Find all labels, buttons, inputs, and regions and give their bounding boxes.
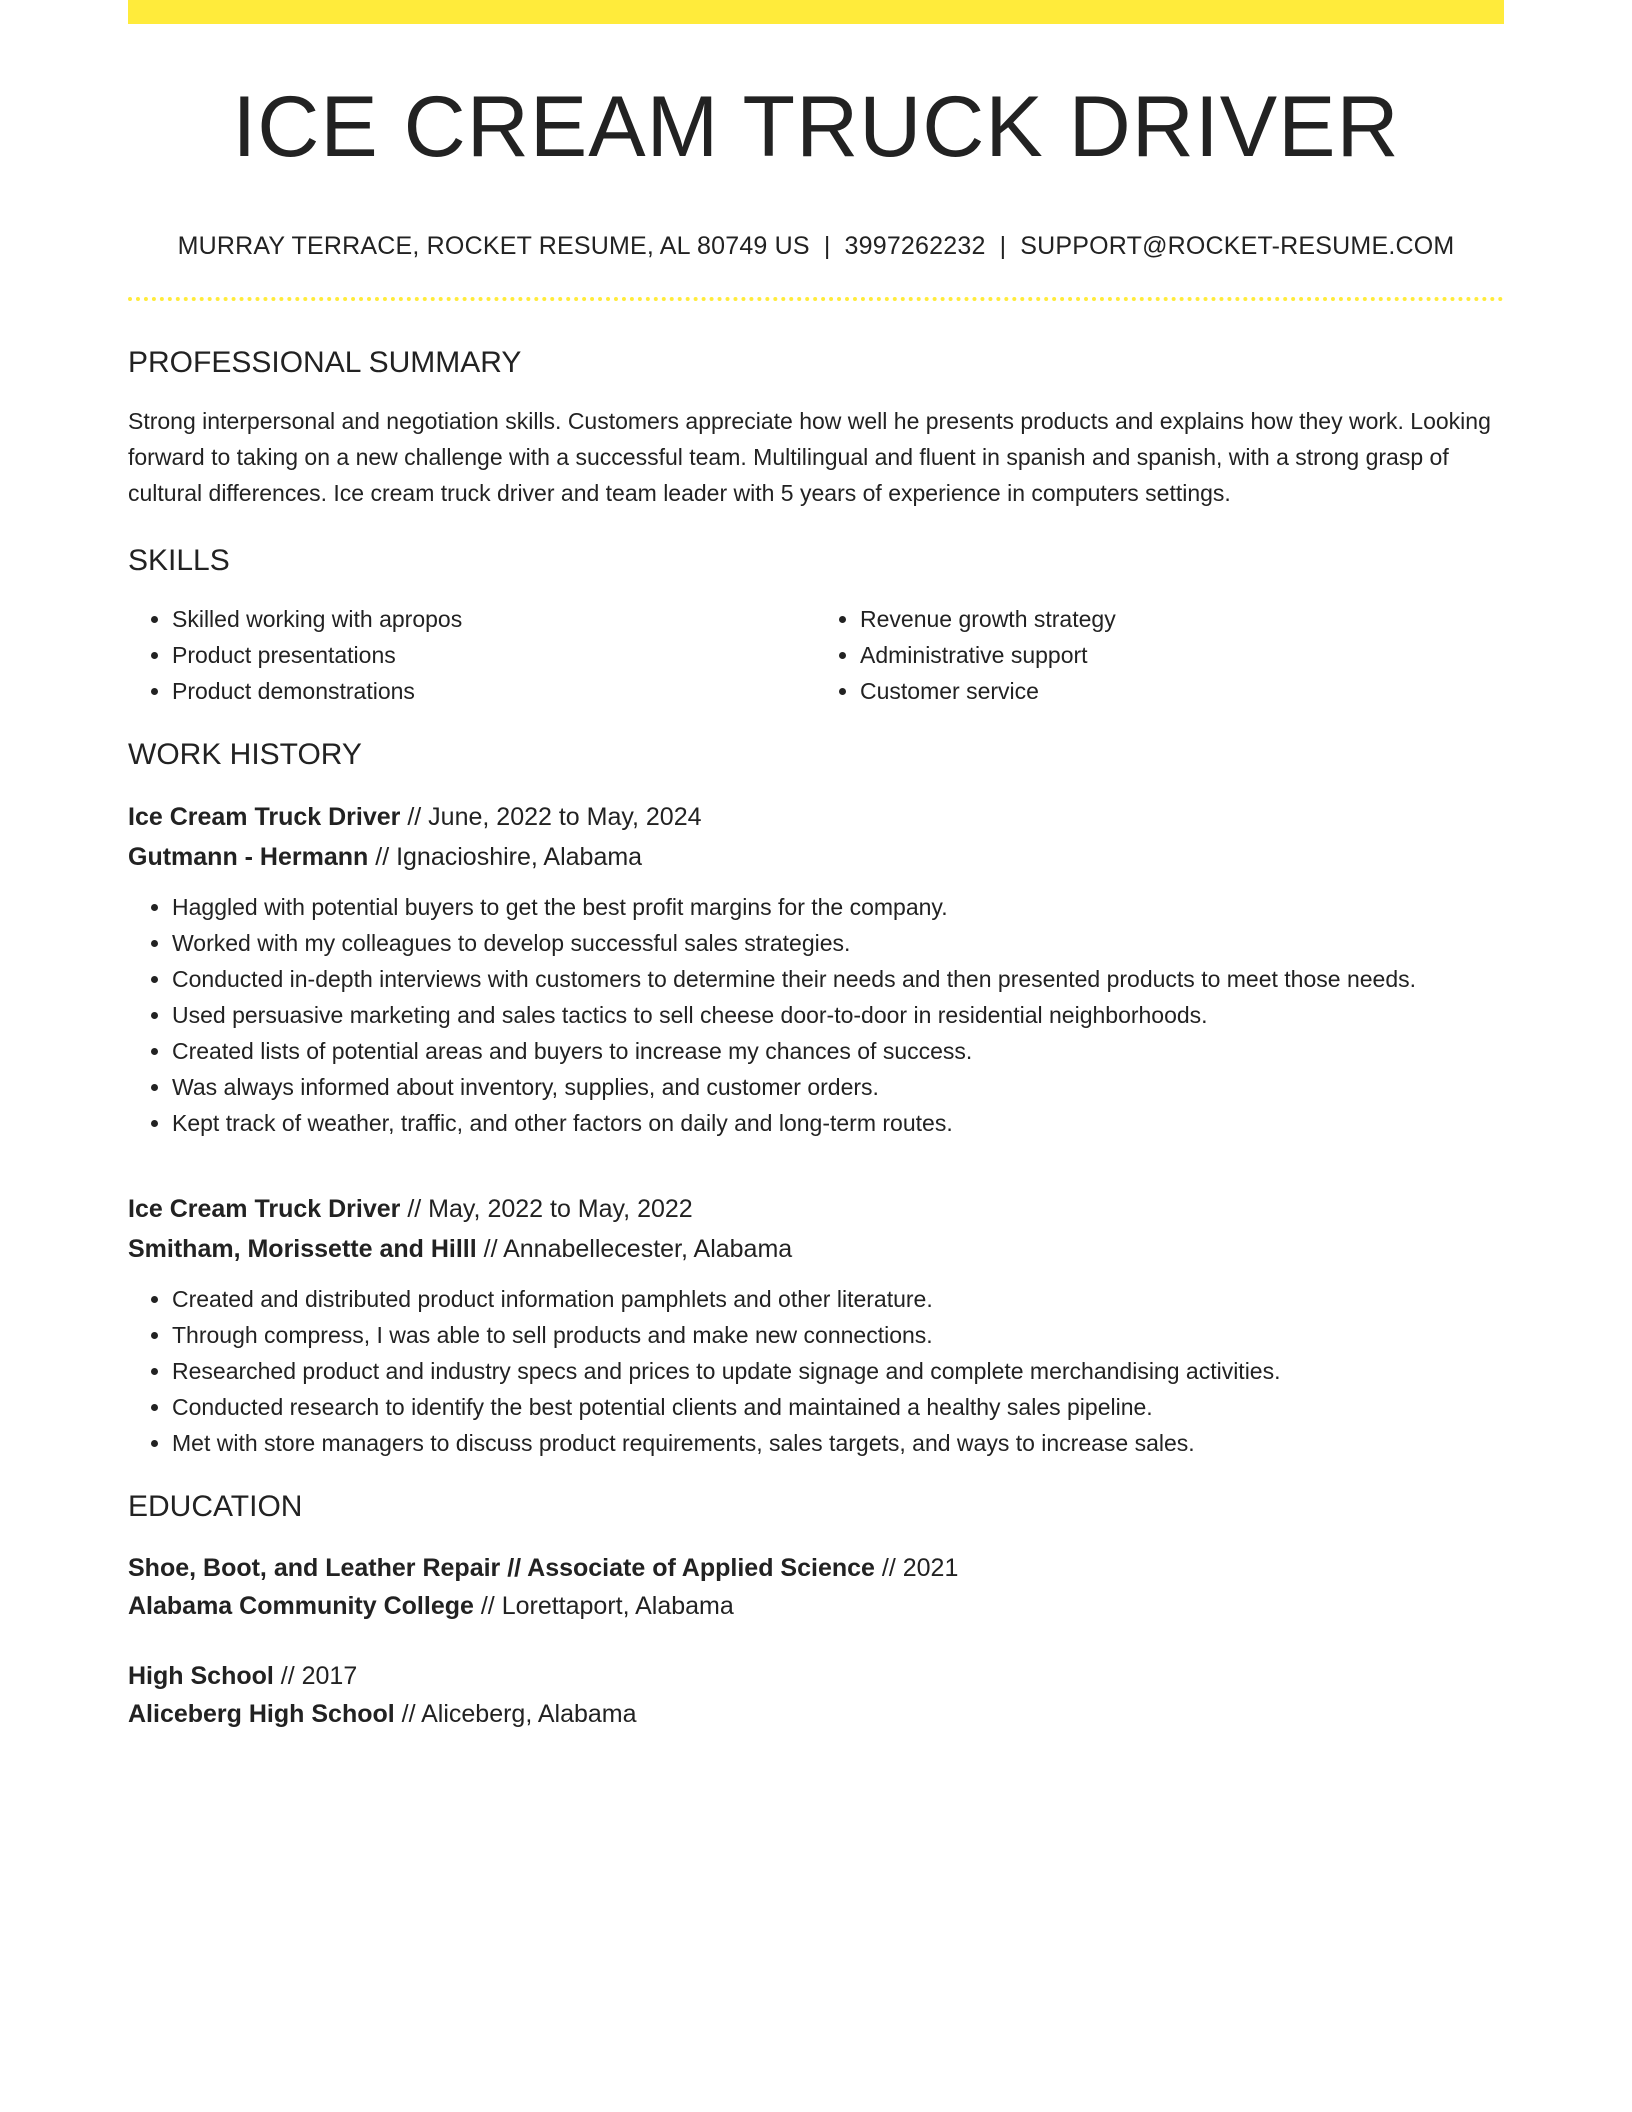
education-degree: Shoe, Boot, and Leather Repair // Associate of Applied Science	[128, 1554, 875, 1582]
education-entry	[128, 1549, 1504, 1625]
job-company: Gutmann - Hermann	[128, 843, 369, 871]
job-bullet: • Researched product and industry specs and prices to update signage and complete merchandising activities.	[172, 1353, 1504, 1389]
education-school-line	[128, 1695, 1504, 1733]
resume-title: ICE CREAM TRUCK DRIVER	[232, 79, 1400, 175]
summary-text: Strong interpersonal and negotiation skills. Customers appreciate how well he presents products and explains how they work. Looking forward to taking on a new challenge with a successful team. Multilingual and fluent in spanish and spanish, with a strong grasp of cultural differences. Ice cream truck driver and team leader with 5 years of experience in computers settings.	[128, 408, 1491, 506]
skills-heading: SKILLS	[128, 544, 230, 577]
education-degree-line	[128, 1657, 1504, 1695]
header-divider	[128, 297, 1504, 301]
job-company: Smitham, Morissette and Hilll	[128, 1235, 477, 1263]
education-entry	[128, 1657, 1504, 1733]
contact-email: SUPPORT@ROCKET-RESUME.COM	[1020, 232, 1455, 260]
accent-bar	[128, 0, 1504, 24]
skill-item: • Product demonstrations	[172, 673, 816, 709]
job-location: // Ignacioshire, Alabama	[375, 843, 643, 871]
job-company-line	[128, 837, 1504, 877]
skills-list	[128, 601, 1504, 709]
skill-item: • Revenue growth strategy	[860, 601, 1504, 637]
skills-column-left	[128, 601, 816, 709]
job-entry	[128, 797, 1504, 1141]
job-bullet: • Conducted research to identify the best potential clients and maintained a healthy sales pipeline.	[172, 1389, 1504, 1425]
education-school: Aliceberg High School	[128, 1700, 395, 1728]
contact-line	[128, 232, 1504, 261]
education-year: // 2017	[280, 1662, 358, 1690]
skill-item: • Skilled working with apropos	[172, 601, 816, 637]
job-bullet: • Conducted in-depth interviews with customers to determine their needs and then presented products to meet those needs.	[172, 961, 1504, 997]
resume-page	[128, 0, 1504, 1733]
education-year: // 2021	[881, 1554, 959, 1582]
job-bullet: • Was always informed about inventory, supplies, and customer orders.	[172, 1069, 1504, 1105]
contact-address: MURRAY TERRACE, ROCKET RESUME, AL 80749 US	[177, 232, 810, 260]
job-bullets	[128, 1281, 1504, 1461]
job-location: // Annabellecester, Alabama	[483, 1235, 793, 1263]
skill-item: • Customer service	[860, 673, 1504, 709]
job-role: Ice Cream Truck Driver	[128, 803, 401, 831]
job-bullet: • Haggled with potential buyers to get the best profit margins for the company.	[172, 889, 1504, 925]
contact-separator: |	[823, 232, 831, 260]
skill-item: • Product presentations	[172, 637, 816, 673]
education-degree: High School	[128, 1662, 274, 1690]
job-role: Ice Cream Truck Driver	[128, 1195, 401, 1223]
job-bullet: • Through compress, I was able to sell products and make new connections.	[172, 1317, 1504, 1353]
contact-separator: |	[999, 232, 1007, 260]
contact-phone: 3997262232	[844, 232, 986, 260]
job-bullet: • Created and distributed product information pamphlets and other literature.	[172, 1281, 1504, 1317]
education-school-line	[128, 1587, 1504, 1625]
work-history-heading: WORK HISTORY	[128, 738, 362, 771]
job-dates: // June, 2022 to May, 2024	[407, 803, 702, 831]
skill-item: • Administrative support	[860, 637, 1504, 673]
education-location: // Lorettaport, Alabama	[480, 1592, 734, 1620]
skills-column-right	[816, 601, 1504, 709]
job-entry	[128, 1189, 1504, 1461]
job-bullet: • Met with store managers to discuss product requirements, sales targets, and ways to increase sales.	[172, 1425, 1504, 1461]
education-degree-line	[128, 1549, 1504, 1587]
job-role-line	[128, 797, 1504, 837]
job-bullet: • Kept track of weather, traffic, and other factors on daily and long-term routes.	[172, 1105, 1504, 1141]
job-bullet: • Worked with my colleagues to develop successful sales strategies.	[172, 925, 1504, 961]
education-location: // Aliceberg, Alabama	[401, 1700, 637, 1728]
job-bullets	[128, 889, 1504, 1141]
education-school: Alabama Community College	[128, 1592, 474, 1620]
job-bullet: • Used persuasive marketing and sales tactics to sell cheese door-to-door in residential neighborhoods.	[172, 997, 1504, 1033]
job-role-line	[128, 1189, 1504, 1229]
summary-heading: PROFESSIONAL SUMMARY	[128, 346, 522, 379]
education-heading: EDUCATION	[128, 1490, 303, 1523]
job-bullet: • Created lists of potential areas and buyers to increase my chances of success.	[172, 1033, 1504, 1069]
job-company-line	[128, 1229, 1504, 1269]
job-dates: // May, 2022 to May, 2022	[407, 1195, 693, 1223]
